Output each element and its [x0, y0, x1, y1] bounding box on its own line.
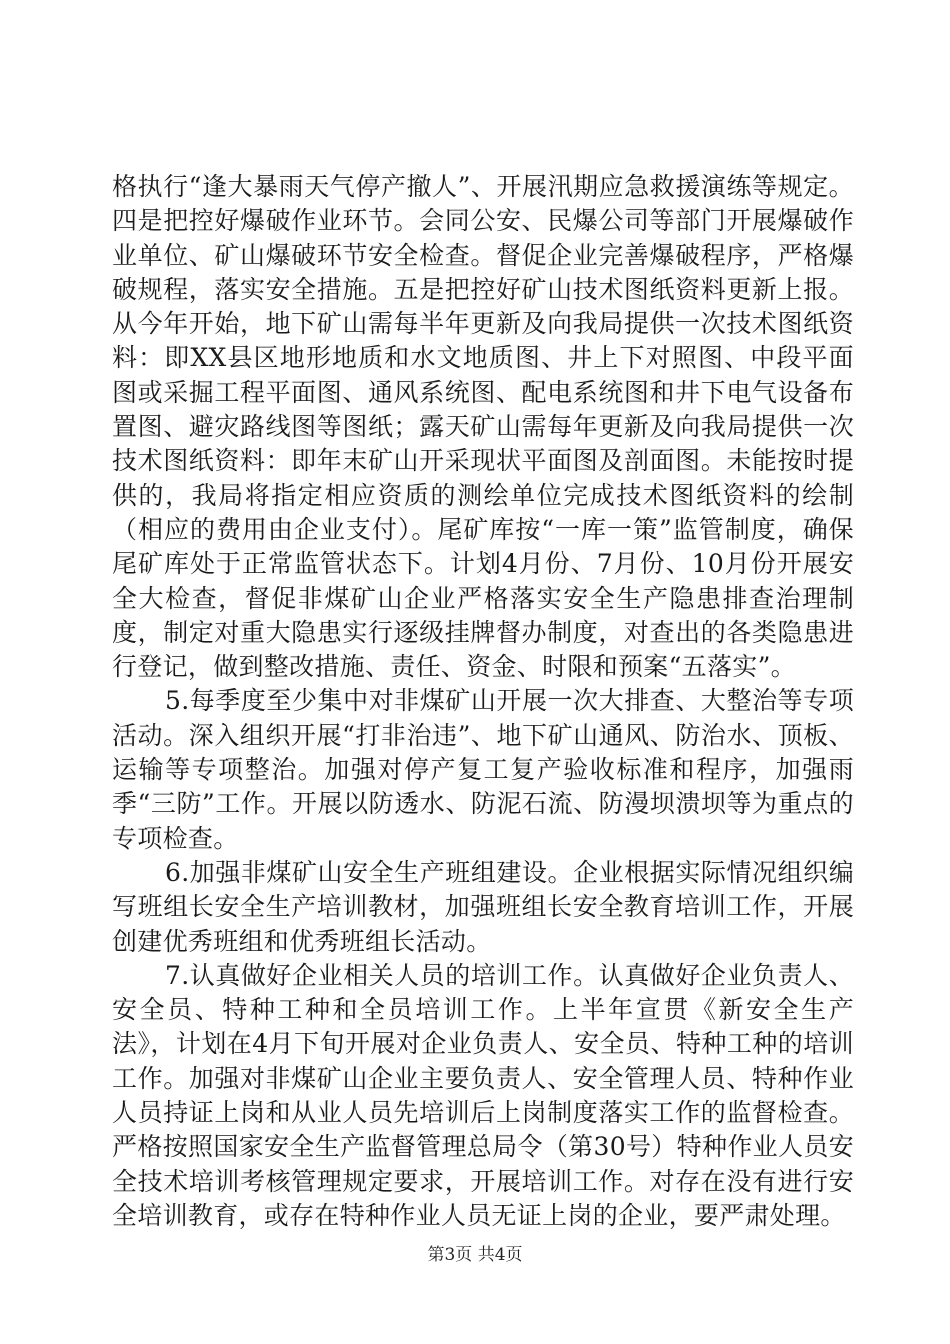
paragraph-item-6: 6.加强非煤矿山安全生产班组建设。企业根据实际情况组织编写班组长安全生产培训教材，加强班组长安全教育培训工作，开展创建优秀班组和优秀班组长活动。	[112, 857, 854, 956]
paragraph-continued: 格执行“逢大暴雨天气停产撤人”、开展汛期应急救援演练等规定。四是把控好爆破作业环节。会同公安、民爆公司等部门开展爆破作业单位、矿山爆破环节安全检查。督促企业完善爆破程序，严格爆破规程，落实安全措施。五是把控好矿山技术图纸资料更新上报。从今年开始，地下矿山需每半年更新及向我局提供一次技术图纸资料：即XX县区地形地质和水文地质图、井上下对照图、中段平面图或采掘工程平面图、通风系统图、配电系统图和井下电气设备布置图、避灾路线图等图纸；露天矿山需每年更新及向我局提供一次技术图纸资料：即年末矿山开采现状平面图及剖面图。未能按时提供的，我局将指定相应资质的测绘单位完成技术图纸资料的绘制（相应的费用由企业支付）。尾矿库按“一库一策”监管制度，确保尾矿库处于正常监管状态下。计划4月份、7月份、10月份开展安全大检查，督促非煤矿山企业严格落实安全生产隐患排查治理制度，制定对重大隐患实行逐级挂牌督办制度，对查出的各类隐患进行登记，做到整改措施、责任、资金、时限和预案“五落实”。	[112, 172, 855, 682]
paragraph-item-7: 7.认真做好企业相关人员的培训工作。认真做好企业负责人、安全员、特种工种和全员培训工作。上半年宣贯《新安全生产法》，计划在4月下旬开展对企业负责人、安全员、特种工种的培训工作。加强对非煤矿山企业主要负责人、安全管理人员、特种作业人员持证上岗和从业人员先培训后上岗制度落实工作的监督检查。严格按照国家安全生产监督管理总局令（第30号）特种作业人员安全技术培训考核管理规定要求，开展培训工作。对存在没有进行安全培训教育，或存在特种作业人员无证上岗的企业，要严肃处理。	[112, 960, 854, 1230]
page-number-footer: 第3页 共4页	[427, 1245, 523, 1265]
document-body	[112, 170, 854, 1233]
paragraph-item-5: 5.每季度至少集中对非煤矿山开展一次大排查、大整治等专项活动。深入组织开展“打非治违”、地下矿山通风、防治水、顶板、运输等专项整治。加强对停产复工复产验收标准和程序，加强雨季“三防”工作。开展以防透水、防泥石流、防漫坝溃坝等为重点的专项检查。	[112, 686, 854, 853]
